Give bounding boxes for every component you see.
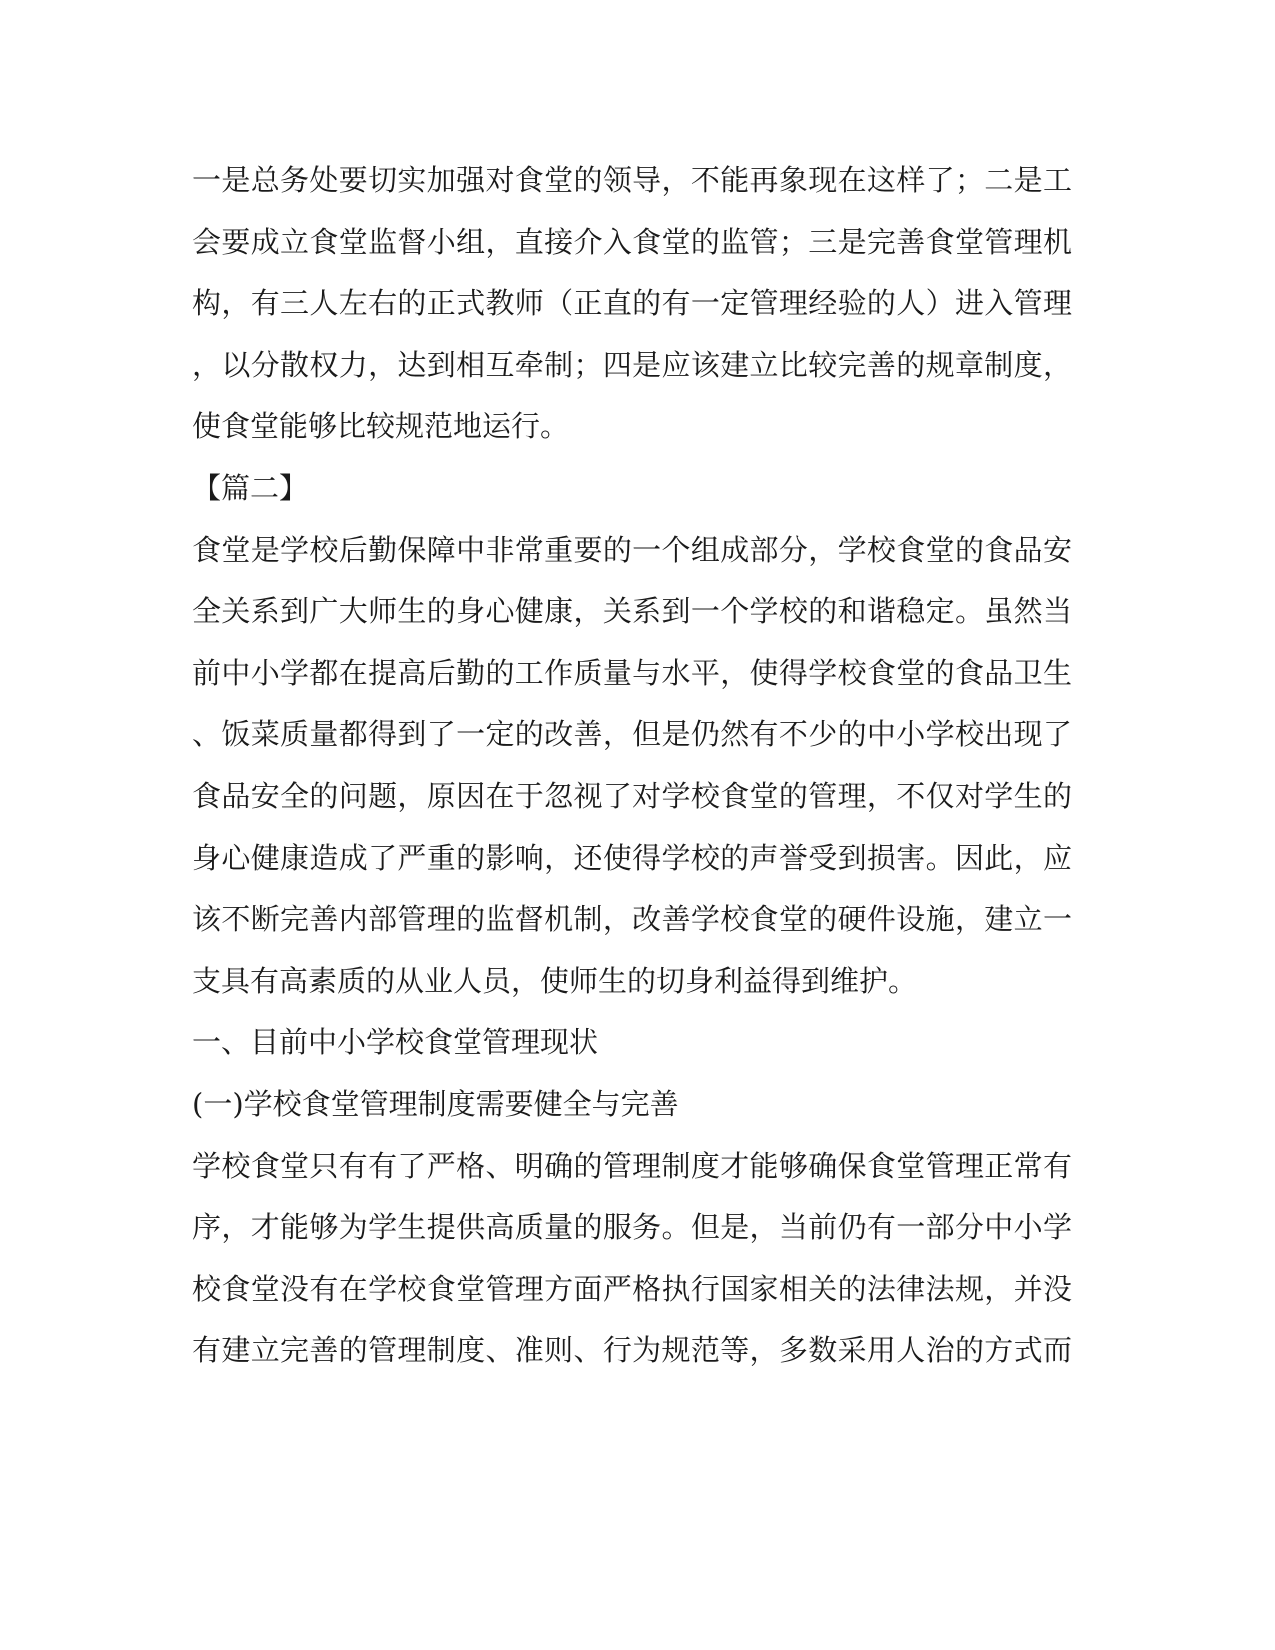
paragraph-1-line-4: ，以分散权力，达到相互牵制；四是应该建立比较完善的规章制度， (192, 348, 1072, 382)
paragraph-1-line-2: 会要成立食堂监督小组，直接介入食堂的监管；三是完善食堂管理机 (192, 225, 1072, 259)
paragraph-3-line-3: 校食堂没有在学校食堂管理方面严格执行国家相关的法律法规，并没 (192, 1272, 1072, 1306)
section-heading-2: (一)学校食堂管理制度需要健全与完善 (192, 1087, 679, 1121)
paragraph-1-line-5: 使食堂能够比较规范地运行。 (192, 409, 570, 443)
paragraph-3-line-1: 学校食堂只有有了严格、明确的管理制度才能够确保食堂管理正常有 (192, 1149, 1072, 1183)
paragraph-2-line-1: 食堂是学校后勤保障中非常重要的一个组成部分，学校食堂的食品安 (192, 533, 1072, 567)
paragraph-2-line-2: 全关系到广大师生的身心健康，关系到一个学校的和谐稳定。虽然当 (192, 594, 1072, 628)
paragraph-1-line-3: 构，有三人左右的正式教师（正直的有一定管理经验的人）进入管理 (192, 286, 1072, 320)
paragraph-2-line-6: 身心健康造成了严重的影响，还使得学校的声誉受到损害。因此，应 (192, 841, 1072, 875)
paragraph-3-line-2: 序，才能够为学生提供高质量的服务。但是，当前仍有一部分中小学 (192, 1210, 1072, 1244)
section-marker: 【篇二】 (192, 471, 309, 505)
paragraph-2-line-3: 前中小学都在提高后勤的工作质量与水平，使得学校食堂的食品卫生 (192, 656, 1072, 690)
section-heading-1: 一、目前中小学校食堂管理现状 (192, 1025, 599, 1059)
paragraph-3-line-4: 有建立完善的管理制度、准则、行为规范等，多数采用人治的方式而 (192, 1333, 1072, 1367)
paragraph-1-line-1: 一是总务处要切实加强对食堂的领导，不能再象现在这样了；二是工 (192, 163, 1072, 197)
paragraph-2-line-8: 支具有高素质的从业人员，使师生的切身利益得到维护。 (192, 964, 918, 998)
paragraph-2-line-5: 食品安全的问题，原因在于忽视了对学校食堂的管理，不仅对学生的 (192, 779, 1072, 813)
paragraph-2-line-4: 、饭菜质量都得到了一定的改善，但是仍然有不少的中小学校出现了 (192, 717, 1072, 751)
paragraph-2-line-7: 该不断完善内部管理的监督机制，改善学校食堂的硬件设施，建立一 (192, 902, 1072, 936)
